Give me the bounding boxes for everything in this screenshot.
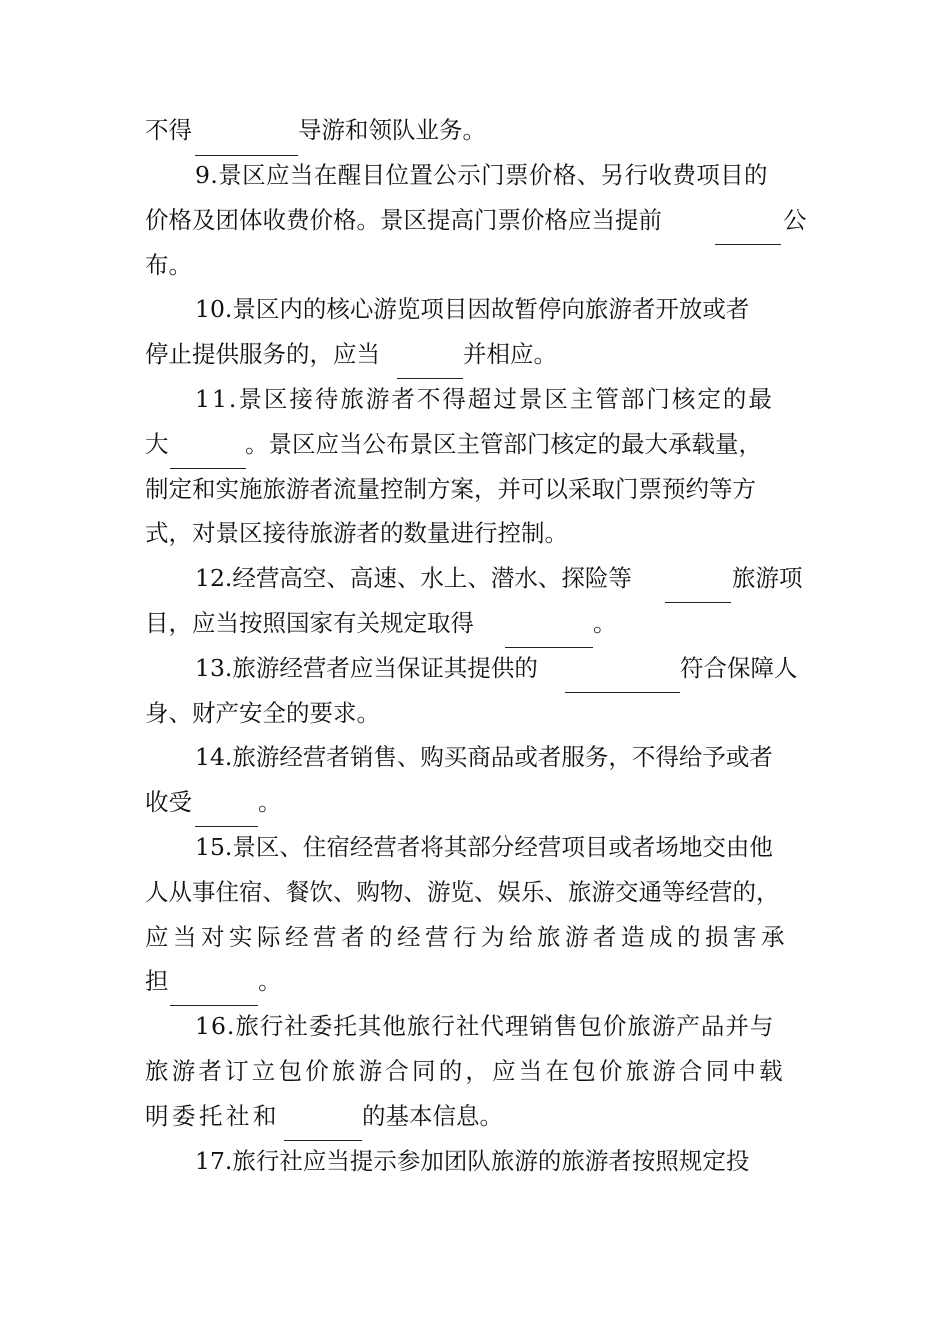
text-line: [0, 160, 950, 190]
text-segment: 。景区应当公布景区主管部门核定的最大承载量，: [245, 430, 762, 458]
text-segment: 式，对景区接待旅游者的数量进行控制。: [145, 519, 568, 547]
fill-blank-line: [170, 1005, 258, 1006]
text-segment: 。: [258, 967, 282, 995]
text-line: [0, 787, 950, 817]
text-line: [0, 474, 950, 504]
text-segment: 价格及团体收费价格。景区提高门票价格应当提前: [145, 206, 662, 234]
text-segment: 目，应当按照国家有关规定取得: [145, 609, 474, 637]
text-line: [0, 698, 950, 728]
text-line: [0, 922, 950, 952]
text-segment: 17.旅行社应当提示参加团队旅游的旅游者按照规定投: [195, 1147, 750, 1175]
fill-blank-line: [195, 155, 298, 156]
text-line: [0, 877, 950, 907]
text-segment: 13.旅游经营者应当保证其提供的: [195, 654, 538, 682]
text-line: [0, 518, 950, 548]
text-line: [0, 563, 950, 593]
text-line: [0, 250, 950, 280]
text-segment: 大: [145, 430, 169, 458]
text-segment: 15.景区、住宿经营者将其部分经营项目或者场地交由他: [195, 833, 773, 861]
text-line: [0, 608, 950, 638]
fill-blank-line: [665, 602, 731, 603]
fill-blank-line: [284, 1140, 362, 1141]
text-segment: 。: [593, 609, 617, 637]
fill-blank-line: [505, 647, 593, 648]
text-line: [0, 1146, 950, 1176]
text-segment: 布。: [145, 251, 192, 279]
text-segment: 16.旅行社委托其他旅行社代理销售包价旅游产品并与: [195, 1012, 775, 1040]
text-line: [0, 429, 950, 459]
text-line: [0, 1101, 950, 1131]
text-line: [0, 832, 950, 862]
text-segment: 旅游项: [732, 564, 803, 592]
text-segment: 应当对实际经营者的经营行为给旅游者造成的损害承: [145, 923, 789, 951]
text-segment: 11.景区接待旅游者不得超过景区主管部门核定的最: [195, 385, 774, 413]
text-segment: 14.旅游经营者销售、购买商品或者服务，不得给予或者: [195, 743, 773, 771]
text-segment: 。: [258, 788, 282, 816]
text-segment: 制定和实施旅游者流量控制方案，并可以采取门票预约等方: [145, 475, 756, 503]
text-line: [0, 742, 950, 772]
text-segment: 12.经营高空、高速、水上、潜水、探险等: [195, 564, 632, 592]
text-segment: 明委托社和: [145, 1102, 280, 1130]
fill-blank-line: [565, 692, 680, 693]
text-line: [0, 384, 950, 414]
fill-blank-line: [195, 826, 258, 827]
text-segment: 导游和领队业务。: [298, 116, 486, 144]
text-segment: 并相应。: [463, 340, 557, 368]
text-line: [0, 653, 950, 683]
text-line: [0, 1011, 950, 1041]
fill-blank-line: [170, 468, 246, 469]
text-segment: 人从事住宿、餐饮、购物、游览、娱乐、旅游交通等经营的，: [145, 878, 780, 906]
text-line: [0, 205, 950, 235]
text-segment: 不得: [145, 116, 192, 144]
text-line: [0, 339, 950, 369]
text-line: [0, 966, 950, 996]
text-segment: 旅游者订立包价旅游合同的，应当在包价旅游合同中载: [145, 1057, 786, 1085]
text-line: [0, 1056, 950, 1086]
text-line: [0, 294, 950, 324]
fill-blank-line: [715, 244, 781, 245]
text-segment: 担: [145, 967, 169, 995]
text-segment: 收受: [145, 788, 192, 816]
text-segment: 9.景区应当在醒目位置公示门票价格、另行收费项目的: [195, 161, 768, 189]
text-segment: 身、财产安全的要求。: [145, 699, 380, 727]
text-segment: 停止提供服务的，应当: [145, 340, 380, 368]
text-segment: 公: [783, 206, 807, 234]
text-segment: 符合保障人: [680, 654, 798, 682]
text-line: [0, 115, 950, 145]
text-segment: 的基本信息。: [362, 1102, 503, 1130]
fill-blank-line: [397, 378, 463, 379]
text-segment: 10.景区内的核心游览项目因故暂停向旅游者开放或者: [195, 295, 750, 323]
